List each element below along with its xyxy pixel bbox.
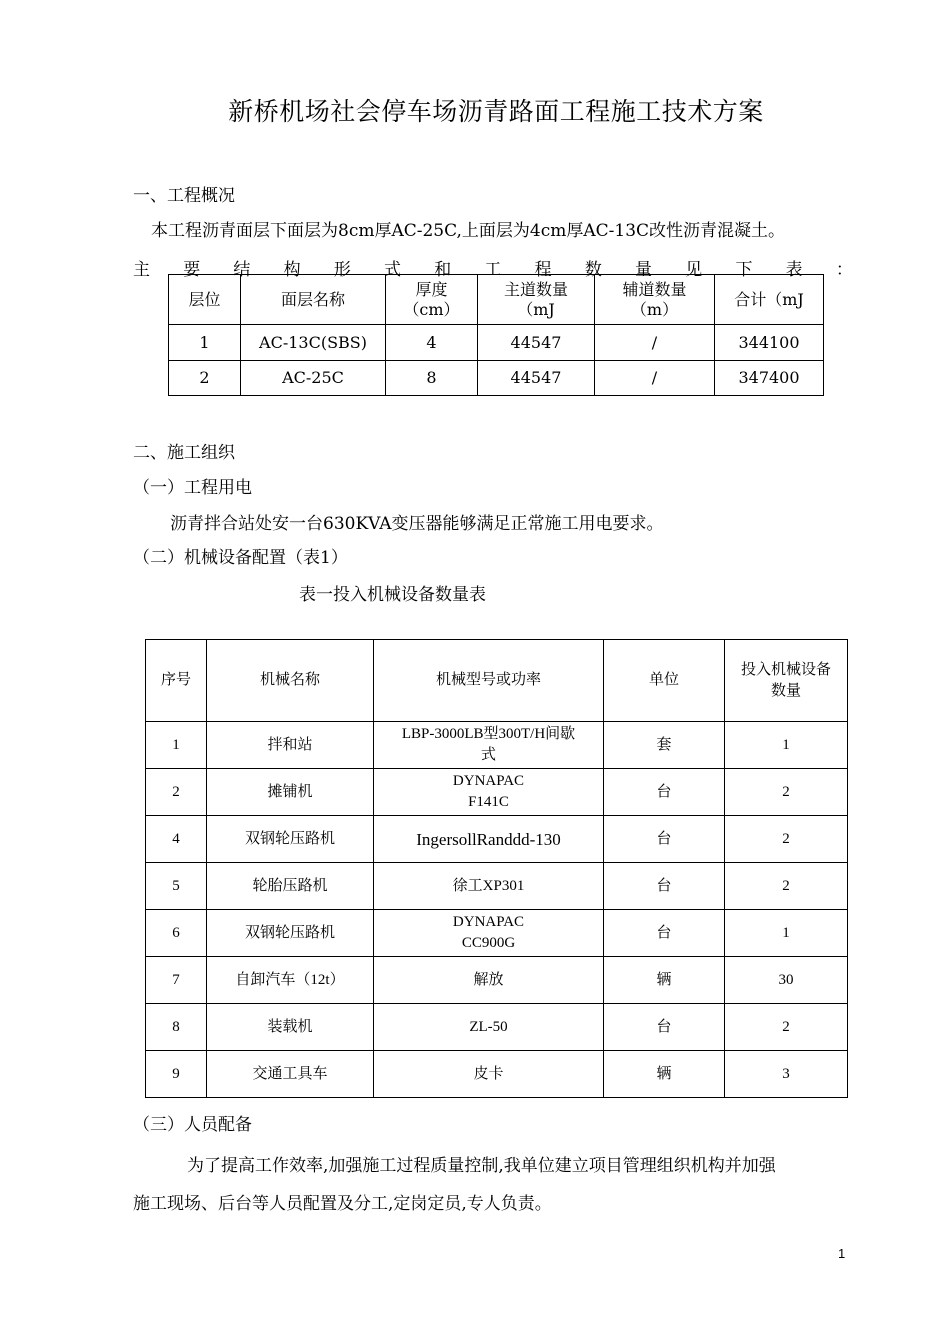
header-cell: 投入机械设备 数量 <box>725 640 848 722</box>
table-row <box>146 1051 848 1098</box>
table-cell: LBP-3000LB型300T/H间歇 式 <box>374 722 604 769</box>
table-row <box>146 957 848 1004</box>
table-cell: 摊铺机 <box>207 769 374 816</box>
page-number: 1 <box>838 1246 846 1261</box>
table-cell: 交通工具车 <box>207 1051 374 1098</box>
table-cell: 44547 <box>478 361 595 396</box>
staffing-paragraph-line1: 为了提高工作效率,加强施工过程质量控制,我单位建立项目管理组织机构并加强 <box>187 1156 776 1176</box>
spread-char: 构 <box>283 260 301 280</box>
table-cell: 1 <box>146 722 207 769</box>
pavement-structure-table <box>168 274 824 396</box>
table-cell: 装载机 <box>207 1004 374 1051</box>
table-row <box>146 1004 848 1051</box>
spread-char: 和 <box>434 260 452 280</box>
spread-char: 式 <box>384 260 402 280</box>
table-cell: 30 <box>725 957 848 1004</box>
table-row <box>169 361 824 396</box>
spread-char: 表 <box>785 260 803 280</box>
staffing-paragraph-line2: 施工现场、后台等人员配置及分工,定岗定员,专人负责。 <box>133 1194 552 1214</box>
spread-char: 数 <box>584 260 602 280</box>
table-cell: 解放 <box>374 957 604 1004</box>
table-cell: DYNAPAC CC900G <box>374 910 604 957</box>
spread-char: 下 <box>735 260 753 280</box>
table-cell: 台 <box>604 1004 725 1051</box>
table-cell: 7 <box>146 957 207 1004</box>
table-row <box>169 325 824 361</box>
subheading-equipment: （二）机械设备配置（表1） <box>133 548 348 568</box>
table-cell: 6 <box>146 910 207 957</box>
table-header-row <box>146 640 848 722</box>
table-cell: 347400 <box>715 361 824 396</box>
spread-char: 形 <box>333 260 351 280</box>
table-cell: 4 <box>146 816 207 863</box>
table-cell: 台 <box>604 910 725 957</box>
table-cell: 3 <box>725 1051 848 1098</box>
section-heading-overview: 一、工程概况 <box>133 186 235 206</box>
header-cell: 合计（mJ <box>715 275 824 325</box>
spread-char: 主 <box>133 260 150 280</box>
table-cell: 轮胎压路机 <box>207 863 374 910</box>
table-row <box>146 816 848 863</box>
table-cell: 1 <box>725 722 848 769</box>
header-cell: 主道数量 （mJ <box>478 275 595 325</box>
header-cell: 面层名称 <box>241 275 386 325</box>
table-cell: / <box>595 361 715 396</box>
table-row <box>146 769 848 816</box>
document-title: 新桥机场社会停车场沥青路面工程施工技术方案 <box>228 97 764 126</box>
spread-char: 见 <box>685 260 703 280</box>
table-cell: 自卸汽车（12t） <box>207 957 374 1004</box>
table-cell: AC-13C(SBS) <box>241 325 386 361</box>
table-row <box>146 722 848 769</box>
header-cell: 机械名称 <box>207 640 374 722</box>
header-cell: 序号 <box>146 640 207 722</box>
table-cell: 4 <box>386 325 478 361</box>
spread-char: 要 <box>183 260 201 280</box>
header-cell: 辅道数量 （m） <box>595 275 715 325</box>
table-cell: 2 <box>725 1004 848 1051</box>
section-heading-organization: 二、施工组织 <box>133 443 235 463</box>
table-cell: / <box>595 325 715 361</box>
table-cell: 2 <box>725 863 848 910</box>
subheading-staffing: （三）人员配备 <box>133 1115 252 1135</box>
subheading-power: （一）工程用电 <box>133 478 252 498</box>
table-cell: 套 <box>604 722 725 769</box>
table-cell: 8 <box>386 361 478 396</box>
spread-char: 结 <box>233 260 251 280</box>
table-header-row <box>169 275 824 325</box>
power-paragraph: 沥青拌合站处安一台630KVA变压器能够满足正常施工用电要求。 <box>170 514 664 534</box>
table-cell: 1 <box>725 910 848 957</box>
table-cell: 拌和站 <box>207 722 374 769</box>
table-cell: 2 <box>725 769 848 816</box>
spread-char: 程 <box>534 260 552 280</box>
table-cell: 辆 <box>604 957 725 1004</box>
table-cell: DYNAPAC F141C <box>374 769 604 816</box>
equipment-table <box>145 639 848 1098</box>
table-cell: 台 <box>604 816 725 863</box>
header-cell: 层位 <box>169 275 241 325</box>
table-cell: 344100 <box>715 325 824 361</box>
table-cell: IngersollRanddd-130 <box>374 816 604 863</box>
table-cell: 44547 <box>478 325 595 361</box>
table-cell: 9 <box>146 1051 207 1098</box>
table-cell: 台 <box>604 863 725 910</box>
table-cell: 2 <box>725 816 848 863</box>
spread-char: 量 <box>635 260 653 280</box>
table-cell: 台 <box>604 769 725 816</box>
spread-char: 工 <box>484 260 502 280</box>
table-cell: 2 <box>146 769 207 816</box>
table-cell: 双钢轮压路机 <box>207 910 374 957</box>
table-cell: 5 <box>146 863 207 910</box>
table-cell: ZL-50 <box>374 1004 604 1051</box>
overview-paragraph: 本工程沥青面层下面层为8cm厚AC-25C,上面层为4cm厚AC-13C改性沥青混凝土。 <box>151 221 786 241</box>
table-cell: 8 <box>146 1004 207 1051</box>
table-cell: 双钢轮压路机 <box>207 816 374 863</box>
table-cell: 徐工XP301 <box>374 863 604 910</box>
table-cell: 辆 <box>604 1051 725 1098</box>
table-caption: 表一投入机械设备数量表 <box>299 585 486 605</box>
table-cell: 1 <box>169 325 241 361</box>
header-cell: 厚度 （cm） <box>386 275 478 325</box>
header-cell: 机械型号或功率 <box>374 640 604 722</box>
table-cell: 2 <box>169 361 241 396</box>
table-row <box>146 910 848 957</box>
header-cell: 单位 <box>604 640 725 722</box>
spread-char: ： <box>835 260 853 280</box>
table-cell: AC-25C <box>241 361 386 396</box>
table-row <box>146 863 848 910</box>
table-cell: 皮卡 <box>374 1051 604 1098</box>
